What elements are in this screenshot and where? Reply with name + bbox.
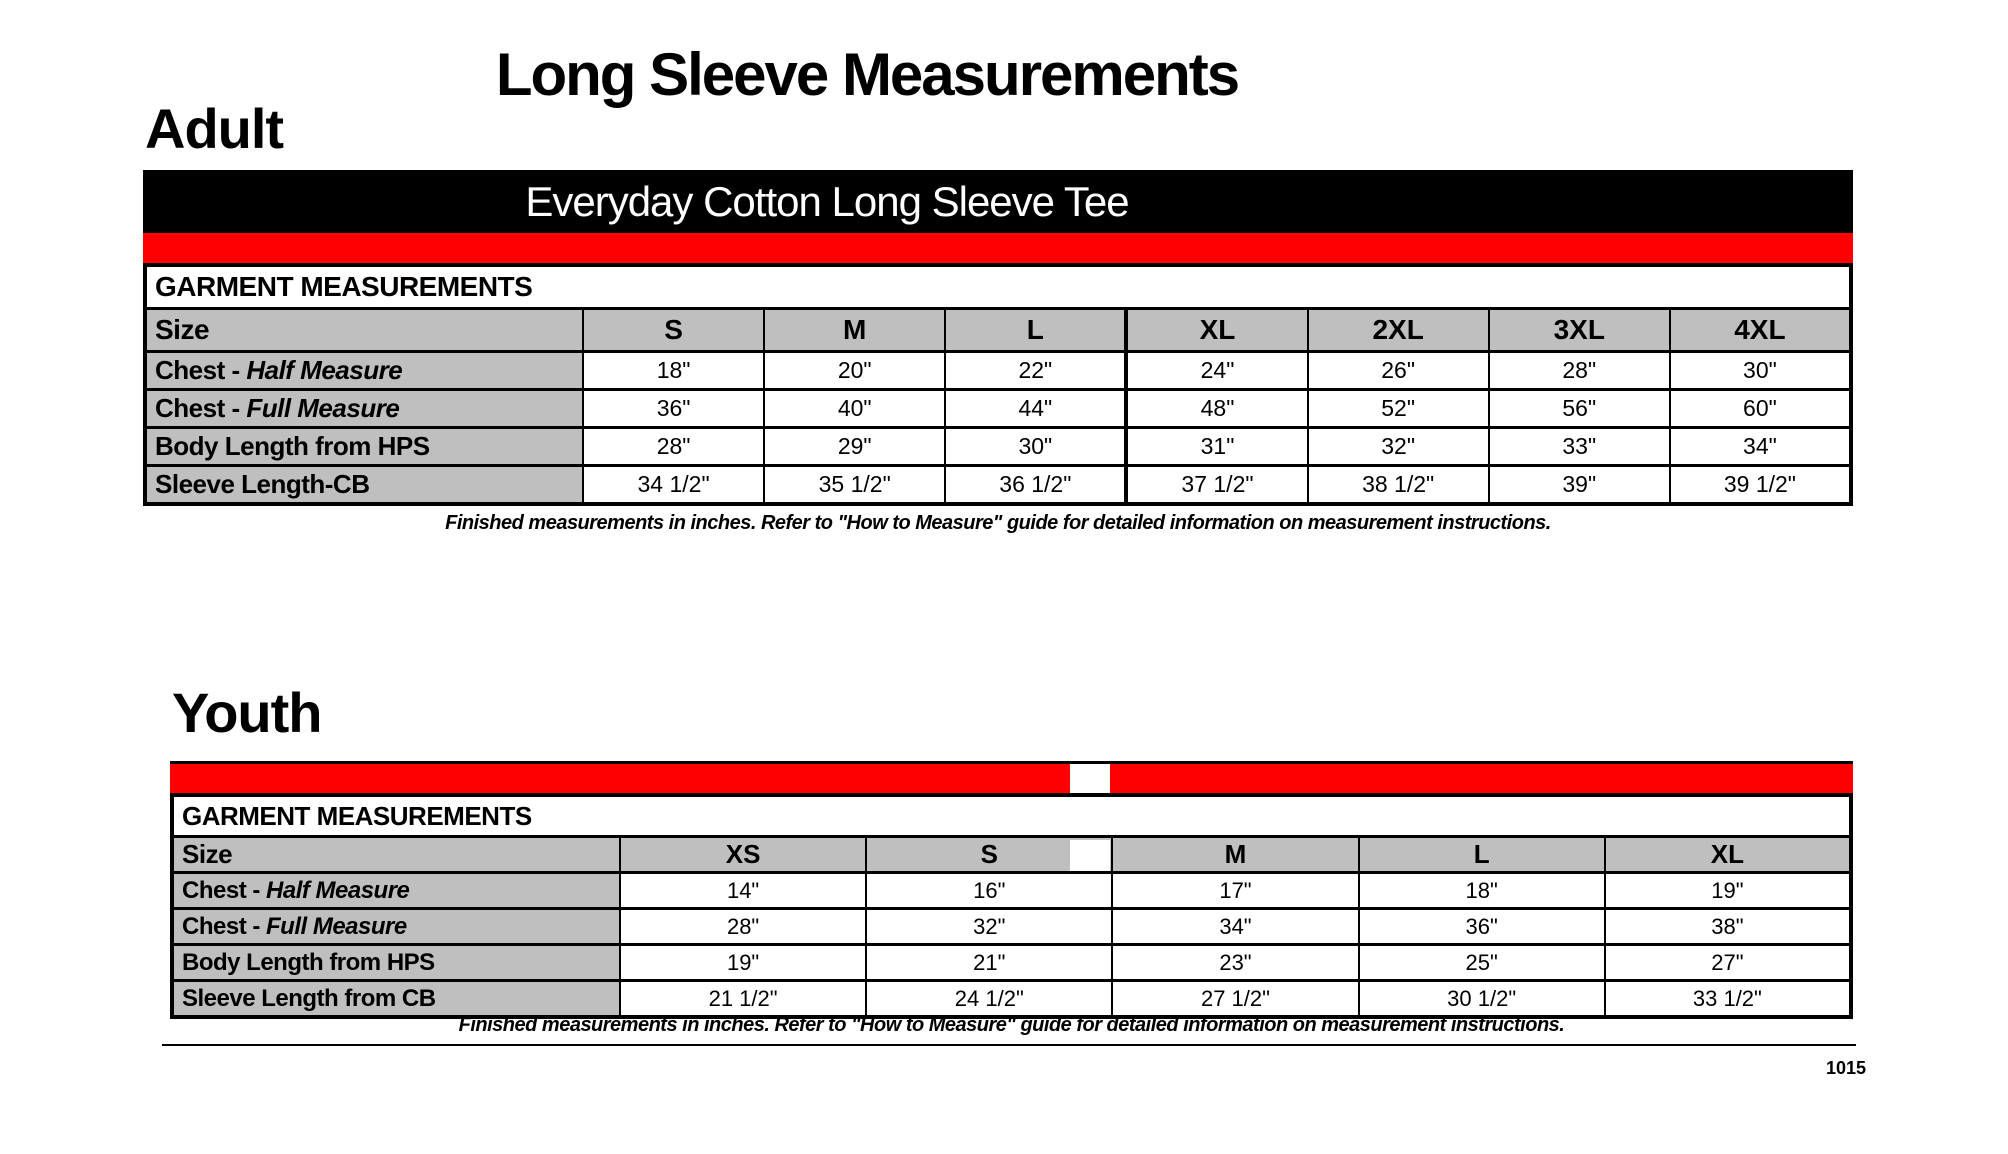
measurement-cell: 44" (945, 390, 1126, 428)
youth-chest-half-row (172, 873, 1851, 909)
measurement-cell: 32" (1308, 428, 1489, 466)
measurement-cell: 28" (620, 909, 866, 945)
row-label: Chest - Full Measure (172, 909, 620, 945)
measurement-cell: 18" (583, 352, 764, 390)
adult-chest-full-row (145, 390, 1851, 428)
measurement-cell: 39 1/2" (1670, 466, 1851, 505)
measurement-cell: 19" (1605, 873, 1851, 909)
size-column-header: 3XL (1489, 309, 1670, 352)
measurement-cell: 52" (1308, 390, 1489, 428)
adult-table (143, 263, 1853, 506)
adult-body-length-row (145, 428, 1851, 466)
measurement-cell: 34" (1112, 909, 1358, 945)
measurement-cell: 60" (1670, 390, 1851, 428)
measurement-cell: 36 1/2" (945, 466, 1126, 505)
measurement-cell: 21 1/2" (620, 981, 866, 1018)
size-column-header: M (1112, 837, 1358, 873)
size-row-gap (1070, 840, 1110, 871)
youth-sleeve-length-row (172, 981, 1851, 1018)
bottom-rule (162, 1044, 1856, 1046)
measurement-cell: 40" (764, 390, 945, 428)
row-label: Chest - Full Measure (145, 390, 583, 428)
measurement-cell: 24 1/2" (866, 981, 1112, 1018)
garment-measurements-title: GARMENT MEASUREMENTS (145, 265, 1851, 309)
adult-measurements-table (143, 263, 1853, 506)
measurement-cell: 16" (866, 873, 1112, 909)
measurement-cell: 32" (866, 909, 1112, 945)
measurement-cell: 30" (945, 428, 1126, 466)
measurement-cell: 14" (620, 873, 866, 909)
measurement-cell: 24" (1126, 352, 1307, 390)
red-bar-gap (1070, 764, 1110, 793)
measurement-cell: 36" (583, 390, 764, 428)
size-column-header: XS (620, 837, 866, 873)
size-column-header: M (764, 309, 945, 352)
size-column-header: S (866, 837, 1112, 873)
youth-table (170, 793, 1853, 1019)
measurement-cell: 17" (1112, 873, 1358, 909)
garment-measurements-title: GARMENT MEASUREMENTS (172, 795, 1851, 837)
measurement-cell: 31" (1126, 428, 1307, 466)
row-label: Chest - Half Measure (145, 352, 583, 390)
adult-chest-half-row (145, 352, 1851, 390)
youth-red-bar (170, 761, 1853, 793)
measurement-cell: 35 1/2" (764, 466, 945, 505)
row-label: Chest - Half Measure (172, 873, 620, 909)
youth-footnote: Finished measurements in inches. Refer to "How to Measure" guide for detailed information on measurement instructions. (458, 1014, 1565, 1036)
measurement-cell: 38" (1605, 909, 1851, 945)
measurement-cell: 34" (1670, 428, 1851, 466)
measurement-cell: 29" (764, 428, 945, 466)
measurement-cell: 33" (1489, 428, 1670, 466)
size-column-header: XL (1605, 837, 1851, 873)
size-column-header: 2XL (1308, 309, 1489, 352)
youth-measurements-table (170, 793, 1853, 1019)
product-banner-title: Everyday Cotton Long Sleeve Tee (525, 177, 1129, 225)
youth-section-heading: Youth (172, 681, 322, 744)
measurement-cell: 28" (583, 428, 764, 466)
measurement-cell: 20" (764, 352, 945, 390)
measurement-cell: 21" (866, 945, 1112, 981)
measurement-cell: 37 1/2" (1126, 466, 1307, 505)
measurement-cell: 48" (1126, 390, 1307, 428)
size-column-header: 4XL (1670, 309, 1851, 352)
page-number: 1015 (1825, 1058, 1866, 1078)
size-column-header: XL (1126, 309, 1307, 352)
size-row-label: Size (145, 309, 583, 352)
youth-chest-full-row (172, 909, 1851, 945)
adult-section-heading: Adult (145, 97, 284, 160)
row-label: Sleeve Length-CB (145, 466, 583, 505)
measurement-cell: 19" (620, 945, 866, 981)
garment-measurements-header-row (172, 795, 1851, 837)
row-label: Body Length from HPS (172, 945, 620, 981)
measurement-cell: 38 1/2" (1308, 466, 1489, 505)
youth-size-header-row (172, 837, 1851, 873)
measurement-cell: 34 1/2" (583, 466, 764, 505)
size-column-header: L (1359, 837, 1605, 873)
size-column-header: L (945, 309, 1126, 352)
measurement-cell: 39" (1489, 466, 1670, 505)
size-row-label: Size (172, 837, 620, 873)
youth-body-length-row (172, 945, 1851, 981)
measurement-cell: 27" (1605, 945, 1851, 981)
measurement-cell: 30 1/2" (1359, 981, 1605, 1018)
measurement-cell: 27 1/2" (1112, 981, 1358, 1018)
product-banner (143, 170, 1853, 233)
measurement-cell: 30" (1670, 352, 1851, 390)
measurement-cell: 36" (1359, 909, 1605, 945)
measurement-cell: 33 1/2" (1605, 981, 1851, 1018)
adult-size-header-row (145, 309, 1851, 352)
measurement-cell: 26" (1308, 352, 1489, 390)
size-column-header: S (583, 309, 764, 352)
measurement-cell: 56" (1489, 390, 1670, 428)
measurement-cell: 25" (1359, 945, 1605, 981)
measurement-cell: 23" (1112, 945, 1358, 981)
adult-sleeve-length-row (145, 466, 1851, 505)
adult-footnote: Finished measurements in inches. Refer to "How to Measure" guide for detailed information on measurement instructions. (445, 512, 1551, 534)
measurement-cell: 28" (1489, 352, 1670, 390)
measurement-cell: 22" (945, 352, 1126, 390)
garment-measurements-header-row (145, 265, 1851, 309)
measurement-cell: 18" (1359, 873, 1605, 909)
adult-red-bar (143, 233, 1853, 263)
row-label: Sleeve Length from CB (172, 981, 620, 1018)
page-title: Long Sleeve Measurements (495, 41, 1239, 108)
row-label: Body Length from HPS (145, 428, 583, 466)
